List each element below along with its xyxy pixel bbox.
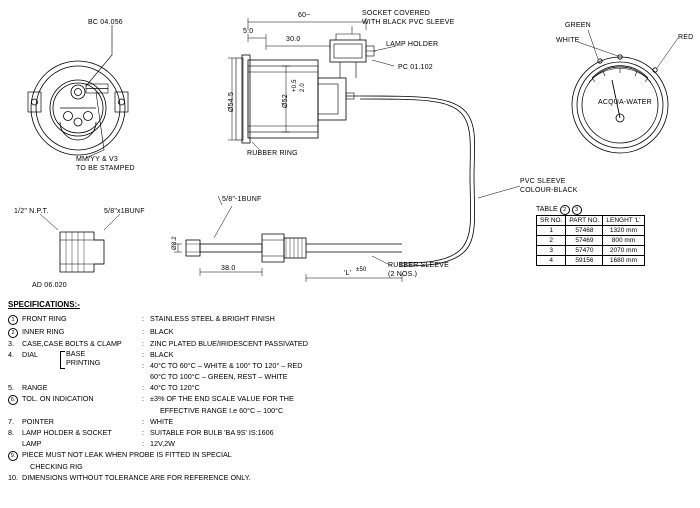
spec-sep: : [142, 314, 144, 324]
spec-sep: : [142, 439, 144, 449]
rubber-sleeve-line1: RUBBER SLEEVE [388, 262, 449, 269]
parts-table-header-length: LENGHT 'L' [603, 216, 644, 226]
spec-sep: : [142, 338, 144, 348]
spec-key: POINTER [22, 417, 54, 427]
cell-sr: 3 [537, 246, 566, 256]
parts-table-header-row [537, 216, 645, 226]
spec-key: LAMP HOLDER & SOCKET [22, 428, 112, 438]
spec-key: RANGE [22, 382, 48, 392]
spec-value: 40°C TO 60°C – WHITE & 100° TO 120° – RED [150, 360, 303, 370]
spec-row [8, 428, 548, 439]
spec-num: 8. [8, 428, 14, 438]
unf-thread-label-left: 5/8"x1BUNF [104, 208, 145, 215]
rubber-sleeve-line2: (2 NOS.) [388, 271, 418, 278]
spec-key: INNER RING [22, 326, 65, 336]
dim-38-label: 38.0 [221, 265, 236, 272]
spec-value: DIMENSIONS WITHOUT TOLERANCE ARE FOR REFERENCE ONLY. [22, 473, 251, 483]
spec-value: 12V,2W [150, 439, 175, 449]
spec-value: SUITABLE FOR BULB 'BA 9S' IS:1606 [150, 428, 274, 438]
note-mark-3: 3 [572, 205, 582, 215]
spec-row [8, 417, 548, 428]
npt-thread-label: 1/2" N.P.T. [14, 208, 49, 215]
cell-sr: 4 [537, 256, 566, 266]
dim-50-label: 5.0 [243, 28, 254, 35]
dim-diameter-82-label: Ø8.2 [172, 236, 178, 250]
spec-value: BLACK [150, 326, 174, 336]
pc-code-label: PC 01.102 [398, 64, 433, 71]
spec-num: 2 [8, 328, 18, 338]
dim-tolerance-20-label: 2.0 [300, 83, 306, 92]
spec-key: DIAL [22, 349, 38, 359]
stamp-note-line1: MM/YY & V3 [76, 156, 118, 163]
front-view-dial [572, 30, 678, 153]
cell-partno: 59156 [566, 256, 603, 266]
spec-value: PIECE MUST NOT LEAK WHEN PROBE IS FITTED IN SPECIAL [22, 450, 232, 460]
cell-sr: 2 [537, 236, 566, 246]
stamp-note-line2: TO BE STAMPED [76, 165, 135, 172]
wire-green-label: GREEN [565, 22, 591, 29]
parts-table-header-partno: PART NO. [566, 216, 603, 226]
npt-adaptor-view [40, 214, 120, 272]
dim-diameter-545-label: Ø54.5 [228, 91, 235, 112]
socket-note-line2: WITH BLACK PVC SLEEVE [362, 19, 455, 26]
spec-key: CASE,CASE BOLTS & CLAMP [22, 338, 122, 348]
spec-sep: : [142, 360, 144, 370]
spec-subkey-base: BASE [66, 348, 86, 358]
spec-row [8, 383, 548, 394]
spec-row [8, 450, 548, 462]
cell-partno: 57469 [566, 236, 603, 246]
specifications-block [8, 300, 568, 484]
dim-tolerance-05-label: +0.5 [292, 79, 298, 92]
length-symbol-label: 'L' [344, 270, 352, 277]
spec-key: FRONT RING [22, 314, 67, 324]
table-row [537, 236, 645, 246]
table-row [537, 226, 645, 236]
pvc-sleeve-line2: COLOUR-BLACK [520, 187, 578, 194]
spec-row [8, 350, 548, 361]
cell-length: 2070 mm [603, 246, 644, 256]
spec-value: BLACK [150, 349, 174, 359]
spec-num: 3. [8, 338, 14, 348]
spec-num: 7. [8, 417, 14, 427]
pvc-sleeve-line1: PVC SLEEVE [520, 178, 566, 185]
spec-value: 40°C TO 120°C [150, 382, 200, 392]
wire-white-label: WHITE [556, 37, 580, 44]
spec-row [8, 439, 548, 450]
spec-sep: : [142, 326, 144, 336]
section-view-gauge [228, 18, 520, 266]
socket-note-line1: SOCKET COVERED [362, 10, 431, 17]
rear-view-gauge [28, 25, 128, 158]
spec-subkey-printing: PRINTING [66, 357, 101, 367]
wire-red-label: RED [678, 34, 694, 41]
spec-value: 60°C TO 100°C – GREEN, REST – WHITE [150, 371, 288, 381]
spec-sep: : [142, 382, 144, 392]
rubber-ring-label: RUBBER RING [247, 150, 298, 157]
specifications-title: SPECIFICATIONS:- [8, 300, 80, 309]
spec-value: ±3% OF THE END SCALE VALUE FOR THE [150, 393, 294, 403]
spec-row [8, 406, 548, 417]
spec-row [8, 394, 548, 406]
probe-assembly-view [174, 196, 402, 282]
spec-num: 1 [8, 315, 18, 325]
spec-value: WHITE [150, 417, 174, 427]
table-row [537, 256, 645, 266]
dial-text-label: ACQUA-WATER [598, 99, 652, 106]
spec-sep: : [142, 417, 144, 427]
dim-60-label: 60~ [298, 12, 311, 19]
cell-length: 800 mm [603, 236, 644, 246]
spec-key: TOL. ON INDICATION [22, 393, 94, 403]
spec-sep: : [142, 349, 144, 359]
cell-partno: 57470 [566, 246, 603, 256]
spec-key: LAMP [22, 439, 42, 449]
parts-table [536, 215, 645, 266]
spec-sep: : [142, 393, 144, 403]
cell-sr: 1 [537, 226, 566, 236]
spec-num: 9. [8, 451, 18, 461]
ad-code-label: AD 06.020 [32, 282, 67, 289]
spec-value: EFFECTIVE RANGE I.e 60°C – 100°C [160, 406, 284, 416]
parts-table-caption [536, 205, 582, 215]
table-row [537, 246, 645, 256]
cell-partno: 57468 [566, 226, 603, 236]
spec-num: 6. [8, 395, 18, 405]
spec-row [8, 462, 548, 473]
spec-row [8, 339, 548, 350]
spec-num: 4. [8, 349, 14, 359]
lamp-holder-label: LAMP HOLDER [386, 41, 439, 48]
spec-value: CHECKING RIG [30, 462, 83, 472]
spec-num: 5. [8, 382, 14, 392]
spec-sep: : [142, 428, 144, 438]
spec-brace [60, 351, 65, 369]
spec-value: ZINC PLATED BLUE/IRIDESCENT PASSIVATED [150, 338, 308, 348]
spec-num: 10. [8, 473, 18, 483]
cell-length: 1680 mm [603, 256, 644, 266]
parts-table-header-sr: SR NO. [537, 216, 566, 226]
note-mark-2: 2 [560, 205, 570, 215]
spec-num [8, 439, 22, 450]
bc-code-label: BC 04.056 [88, 19, 123, 26]
dim-diameter-52-label: Ø52 [282, 94, 289, 108]
dim-30-label: 30.0 [286, 36, 301, 43]
spec-row [8, 326, 548, 338]
length-tolerance-label: ±50 [356, 267, 367, 273]
spec-row [8, 473, 548, 484]
unf-thread-label-top: 5/8"-1BUNF [222, 196, 262, 203]
cell-length: 1320 mm [603, 226, 644, 236]
spec-value: STAINLESS STEEL & BRIGHT FINISH [150, 314, 275, 324]
parts-table-caption-text: TABLE [536, 206, 558, 213]
spec-row [8, 314, 548, 326]
